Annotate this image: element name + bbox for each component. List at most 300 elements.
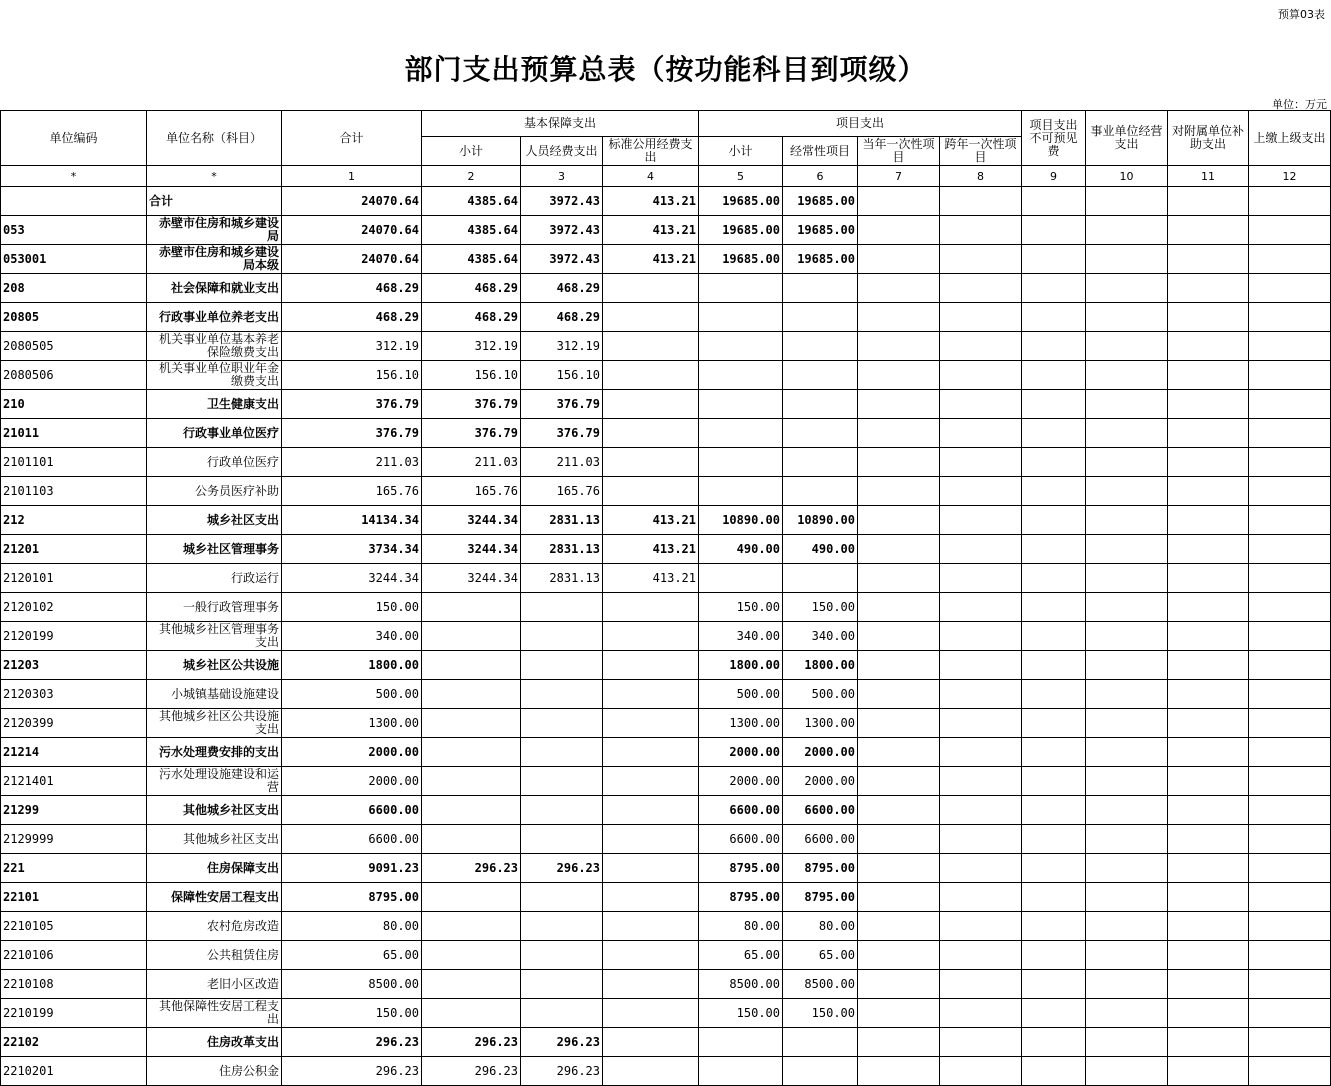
cell-value [783, 303, 858, 332]
cell-name: 农村危房改造 [147, 912, 282, 941]
cell-value: 19685.00 [783, 245, 858, 274]
cell-code: 2101103 [1, 477, 147, 506]
cell-code: 221 [1, 854, 147, 883]
cell-value [1022, 651, 1086, 680]
cell-value [422, 825, 521, 854]
cell-value [1249, 564, 1331, 593]
cell-value: 1300.00 [783, 709, 858, 738]
cell-value [1086, 245, 1168, 274]
cell-value [1086, 738, 1168, 767]
cell-value [603, 680, 699, 709]
cell-name: 污水处理设施建设和运营 [147, 767, 282, 796]
cell-value [1022, 245, 1086, 274]
cell-value [858, 738, 940, 767]
cell-value [1086, 303, 1168, 332]
cell-value [1168, 825, 1249, 854]
cell-value [1086, 564, 1168, 593]
table-body [1, 187, 1331, 1086]
cell-value [858, 651, 940, 680]
cell-value: 65.00 [783, 941, 858, 970]
cell-value [858, 477, 940, 506]
cell-name: 住房保障支出 [147, 854, 282, 883]
cell-name: 社会保障和就业支出 [147, 274, 282, 303]
cell-value [1022, 303, 1086, 332]
cell-code: 22101 [1, 883, 147, 912]
cell-value: 8795.00 [282, 883, 422, 912]
index-row [1, 166, 1331, 187]
cell-value [940, 245, 1022, 274]
cell-value [1249, 941, 1331, 970]
cell-value [1086, 477, 1168, 506]
cell-value: 8500.00 [783, 970, 858, 999]
cell-value [1249, 796, 1331, 825]
cell-value [1249, 390, 1331, 419]
cell-value [1249, 332, 1331, 361]
cell-value: 4385.64 [422, 187, 521, 216]
cell-value [422, 680, 521, 709]
table-row [1, 390, 1331, 419]
cell-value: 19685.00 [783, 216, 858, 245]
cell-name: 合计 [147, 187, 282, 216]
cell-value [603, 477, 699, 506]
header-subsidy: 对附属单位补助支出 [1168, 111, 1249, 166]
cell-name: 住房公积金 [147, 1057, 282, 1086]
cell-code: 21011 [1, 419, 147, 448]
cell-value [1086, 825, 1168, 854]
cell-value [1086, 187, 1168, 216]
cell-value [1022, 825, 1086, 854]
cell-value [940, 709, 1022, 738]
cell-value [521, 825, 603, 854]
cell-value [1086, 419, 1168, 448]
header-cross-year: 跨年一次性项目 [940, 137, 1022, 166]
table-row [1, 1057, 1331, 1086]
cell-value [1168, 999, 1249, 1028]
cell-value [1022, 361, 1086, 390]
cell-value: 468.29 [422, 303, 521, 332]
cell-value: 10890.00 [783, 506, 858, 535]
cell-code: 2121401 [1, 767, 147, 796]
cell-value [1022, 709, 1086, 738]
cell-value: 413.21 [603, 535, 699, 564]
cell-name: 老旧小区改造 [147, 970, 282, 999]
cell-value: 65.00 [282, 941, 422, 970]
cell-value [1086, 1057, 1168, 1086]
cell-value [1249, 506, 1331, 535]
cell-value: 413.21 [603, 187, 699, 216]
cell-value [1086, 767, 1168, 796]
cell-value: 19685.00 [699, 216, 783, 245]
table-row [1, 535, 1331, 564]
cell-value: 6600.00 [783, 825, 858, 854]
cell-value [1022, 564, 1086, 593]
cell-name: 污水处理费安排的支出 [147, 738, 282, 767]
cell-value [858, 390, 940, 419]
cell-value [940, 216, 1022, 245]
cell-value: 19685.00 [699, 245, 783, 274]
unit-label: 单位：万元 [1272, 98, 1327, 111]
cell-value [603, 970, 699, 999]
cell-value [858, 274, 940, 303]
cell-value [783, 1057, 858, 1086]
cell-value [858, 796, 940, 825]
index-cell: 2 [422, 166, 521, 187]
cell-value [699, 1028, 783, 1057]
header-unforeseen: 项目支出不可预见费 [1022, 111, 1086, 166]
cell-value [1168, 303, 1249, 332]
cell-value [422, 767, 521, 796]
cell-value [422, 651, 521, 680]
cell-value [858, 941, 940, 970]
cell-value [783, 332, 858, 361]
cell-value: 2831.13 [521, 564, 603, 593]
cell-value: 156.10 [521, 361, 603, 390]
cell-value: 211.03 [422, 448, 521, 477]
cell-name: 小城镇基础设施建设 [147, 680, 282, 709]
cell-value [940, 941, 1022, 970]
cell-value: 3734.34 [282, 535, 422, 564]
cell-value [603, 854, 699, 883]
index-cell: * [1, 166, 147, 187]
cell-value [1249, 303, 1331, 332]
cell-value [603, 593, 699, 622]
table-row [1, 709, 1331, 738]
table-row [1, 825, 1331, 854]
cell-value: 6600.00 [783, 796, 858, 825]
cell-value [858, 361, 940, 390]
cell-value [1022, 506, 1086, 535]
cell-name: 城乡社区公共设施 [147, 651, 282, 680]
cell-value [422, 738, 521, 767]
table-row [1, 941, 1331, 970]
cell-value: 500.00 [699, 680, 783, 709]
cell-value [858, 1057, 940, 1086]
header-personnel: 人员经费支出 [521, 137, 603, 166]
cell-name: 行政事业单位医疗 [147, 419, 282, 448]
cell-value: 8795.00 [783, 883, 858, 912]
cell-value [1249, 680, 1331, 709]
cell-value [858, 303, 940, 332]
cell-value: 312.19 [521, 332, 603, 361]
cell-value [1022, 274, 1086, 303]
form-number: 预算03表 [1278, 8, 1325, 21]
cell-value [1022, 419, 1086, 448]
cell-value [1249, 1057, 1331, 1086]
cell-value [783, 361, 858, 390]
cell-value [1168, 506, 1249, 535]
cell-value: 296.23 [422, 1028, 521, 1057]
cell-value: 500.00 [282, 680, 422, 709]
table-row [1, 448, 1331, 477]
cell-value [940, 651, 1022, 680]
cell-value [1086, 274, 1168, 303]
cell-value [1086, 622, 1168, 651]
cell-value [1249, 419, 1331, 448]
header-code: 单位编码 [1, 111, 147, 166]
cell-value [940, 564, 1022, 593]
cell-value [699, 390, 783, 419]
header-recurring: 经常性项目 [783, 137, 858, 166]
cell-value [1168, 477, 1249, 506]
cell-value [1022, 970, 1086, 999]
cell-value [1249, 361, 1331, 390]
cell-code: 2120199 [1, 622, 147, 651]
cell-value: 376.79 [521, 419, 603, 448]
cell-value [603, 622, 699, 651]
cell-value [858, 564, 940, 593]
header-remit: 上缴上级支出 [1249, 111, 1331, 166]
cell-value [422, 999, 521, 1028]
cell-value: 10890.00 [699, 506, 783, 535]
cell-code: 20805 [1, 303, 147, 332]
cell-code: 22102 [1, 1028, 147, 1057]
cell-value [521, 680, 603, 709]
cell-value [858, 622, 940, 651]
cell-value: 8795.00 [699, 854, 783, 883]
cell-value: 150.00 [783, 999, 858, 1028]
table-row [1, 912, 1331, 941]
cell-value [783, 1028, 858, 1057]
cell-code: 2120303 [1, 680, 147, 709]
header-business: 事业单位经营支出 [1086, 111, 1168, 166]
header-project: 项目支出 [699, 111, 1022, 137]
cell-value [783, 419, 858, 448]
cell-value [1086, 448, 1168, 477]
header-basic: 基本保障支出 [422, 111, 699, 137]
cell-value: 6600.00 [699, 825, 783, 854]
cell-value [1022, 448, 1086, 477]
cell-value [783, 477, 858, 506]
cell-value [1249, 767, 1331, 796]
cell-value: 4385.64 [422, 245, 521, 274]
cell-value [858, 187, 940, 216]
cell-value: 8795.00 [783, 854, 858, 883]
table-row [1, 680, 1331, 709]
table-row [1, 332, 1331, 361]
cell-value: 19685.00 [699, 187, 783, 216]
cell-value [940, 535, 1022, 564]
budget-table [0, 110, 1331, 1086]
cell-value: 3244.34 [422, 535, 521, 564]
table-row [1, 651, 1331, 680]
cell-value: 8500.00 [282, 970, 422, 999]
index-cell: 10 [1086, 166, 1168, 187]
cell-value [1086, 912, 1168, 941]
cell-value [603, 825, 699, 854]
cell-value: 296.23 [422, 1057, 521, 1086]
cell-value [940, 970, 1022, 999]
cell-value [521, 883, 603, 912]
cell-value: 24070.64 [282, 187, 422, 216]
cell-value [521, 709, 603, 738]
cell-name: 行政事业单位养老支出 [147, 303, 282, 332]
header-project-subtotal: 小计 [699, 137, 783, 166]
header-basic-subtotal: 小计 [422, 137, 521, 166]
cell-value: 376.79 [521, 390, 603, 419]
cell-value [1168, 941, 1249, 970]
cell-value [521, 970, 603, 999]
cell-value: 165.76 [282, 477, 422, 506]
index-cell: 12 [1249, 166, 1331, 187]
index-cell: 6 [783, 166, 858, 187]
cell-value: 2000.00 [699, 767, 783, 796]
cell-value [1168, 796, 1249, 825]
cell-value [1168, 680, 1249, 709]
cell-value [940, 854, 1022, 883]
cell-value [940, 912, 1022, 941]
cell-value [603, 419, 699, 448]
cell-name: 其他城乡社区支出 [147, 796, 282, 825]
cell-value [1249, 187, 1331, 216]
cell-code: 2120399 [1, 709, 147, 738]
cell-value [1086, 1028, 1168, 1057]
index-cell: 3 [521, 166, 603, 187]
cell-value [1022, 332, 1086, 361]
table-row [1, 767, 1331, 796]
cell-value: 150.00 [783, 593, 858, 622]
cell-value [1249, 535, 1331, 564]
cell-value: 490.00 [699, 535, 783, 564]
cell-value [603, 448, 699, 477]
cell-value [858, 535, 940, 564]
cell-name: 其他保障性安居工程支出 [147, 999, 282, 1028]
cell-value [783, 564, 858, 593]
cell-value [940, 1057, 1022, 1086]
cell-value [521, 593, 603, 622]
cell-value [603, 709, 699, 738]
table-row [1, 506, 1331, 535]
cell-value [1086, 535, 1168, 564]
cell-code: 2210105 [1, 912, 147, 941]
table-row [1, 883, 1331, 912]
cell-value [1086, 361, 1168, 390]
cell-value [1168, 419, 1249, 448]
cell-name: 住房改革支出 [147, 1028, 282, 1057]
cell-value [1249, 651, 1331, 680]
cell-value [940, 187, 1022, 216]
cell-value [603, 361, 699, 390]
index-cell: 7 [858, 166, 940, 187]
cell-value: 1300.00 [282, 709, 422, 738]
cell-value [1168, 187, 1249, 216]
cell-value [699, 419, 783, 448]
cell-value [1022, 1057, 1086, 1086]
cell-value [1249, 448, 1331, 477]
cell-value: 1800.00 [282, 651, 422, 680]
cell-name: 行政运行 [147, 564, 282, 593]
cell-code: 208 [1, 274, 147, 303]
table-row [1, 303, 1331, 332]
cell-value: 3244.34 [422, 506, 521, 535]
cell-value: 156.10 [282, 361, 422, 390]
cell-code: 2210108 [1, 970, 147, 999]
header-one-time: 当年一次性项目 [858, 137, 940, 166]
cell-value: 468.29 [521, 303, 603, 332]
cell-value: 2000.00 [699, 738, 783, 767]
cell-value [858, 854, 940, 883]
cell-value: 296.23 [521, 1057, 603, 1086]
cell-value [1022, 941, 1086, 970]
cell-value [1249, 970, 1331, 999]
cell-value [699, 448, 783, 477]
cell-value [1022, 883, 1086, 912]
cell-value [1086, 506, 1168, 535]
cell-value [521, 738, 603, 767]
cell-value [1168, 216, 1249, 245]
cell-value [1086, 216, 1168, 245]
cell-value: 14134.34 [282, 506, 422, 535]
cell-value: 24070.64 [282, 245, 422, 274]
cell-value [1168, 361, 1249, 390]
table-row [1, 216, 1331, 245]
cell-value: 6600.00 [699, 796, 783, 825]
cell-value [603, 999, 699, 1028]
cell-value [1168, 245, 1249, 274]
cell-value: 490.00 [783, 535, 858, 564]
cell-code: 2120101 [1, 564, 147, 593]
cell-value: 150.00 [699, 999, 783, 1028]
table-row [1, 274, 1331, 303]
cell-value: 150.00 [282, 999, 422, 1028]
cell-name: 城乡社区支出 [147, 506, 282, 535]
index-cell: 11 [1168, 166, 1249, 187]
cell-value [858, 1028, 940, 1057]
cell-value [1168, 912, 1249, 941]
cell-value: 3244.34 [422, 564, 521, 593]
cell-value: 376.79 [422, 419, 521, 448]
cell-value: 1800.00 [699, 651, 783, 680]
cell-value [603, 303, 699, 332]
cell-value [783, 390, 858, 419]
cell-code: 2080506 [1, 361, 147, 390]
cell-value [940, 274, 1022, 303]
cell-value: 468.29 [282, 274, 422, 303]
cell-value [1086, 796, 1168, 825]
cell-value [858, 245, 940, 274]
cell-value [422, 622, 521, 651]
cell-code: 2080505 [1, 332, 147, 361]
cell-value [940, 361, 1022, 390]
cell-value [1168, 883, 1249, 912]
cell-value [1086, 651, 1168, 680]
cell-value: 376.79 [282, 419, 422, 448]
index-cell: 1 [282, 166, 422, 187]
cell-value [1022, 535, 1086, 564]
cell-value [1168, 738, 1249, 767]
cell-value [603, 738, 699, 767]
cell-value: 19685.00 [783, 187, 858, 216]
cell-value [940, 1028, 1022, 1057]
cell-value [940, 448, 1022, 477]
cell-value: 8795.00 [699, 883, 783, 912]
cell-value [1086, 593, 1168, 622]
cell-value [699, 1057, 783, 1086]
cell-value [1086, 883, 1168, 912]
cell-value: 1300.00 [699, 709, 783, 738]
cell-value [1168, 593, 1249, 622]
cell-value [858, 912, 940, 941]
cell-value [1249, 738, 1331, 767]
cell-value [699, 361, 783, 390]
cell-value [699, 303, 783, 332]
cell-value: 1800.00 [783, 651, 858, 680]
cell-value [1168, 332, 1249, 361]
cell-value [521, 651, 603, 680]
cell-code: 210 [1, 390, 147, 419]
cell-value: 376.79 [282, 390, 422, 419]
cell-value: 376.79 [422, 390, 521, 419]
cell-name: 公务员医疗补助 [147, 477, 282, 506]
